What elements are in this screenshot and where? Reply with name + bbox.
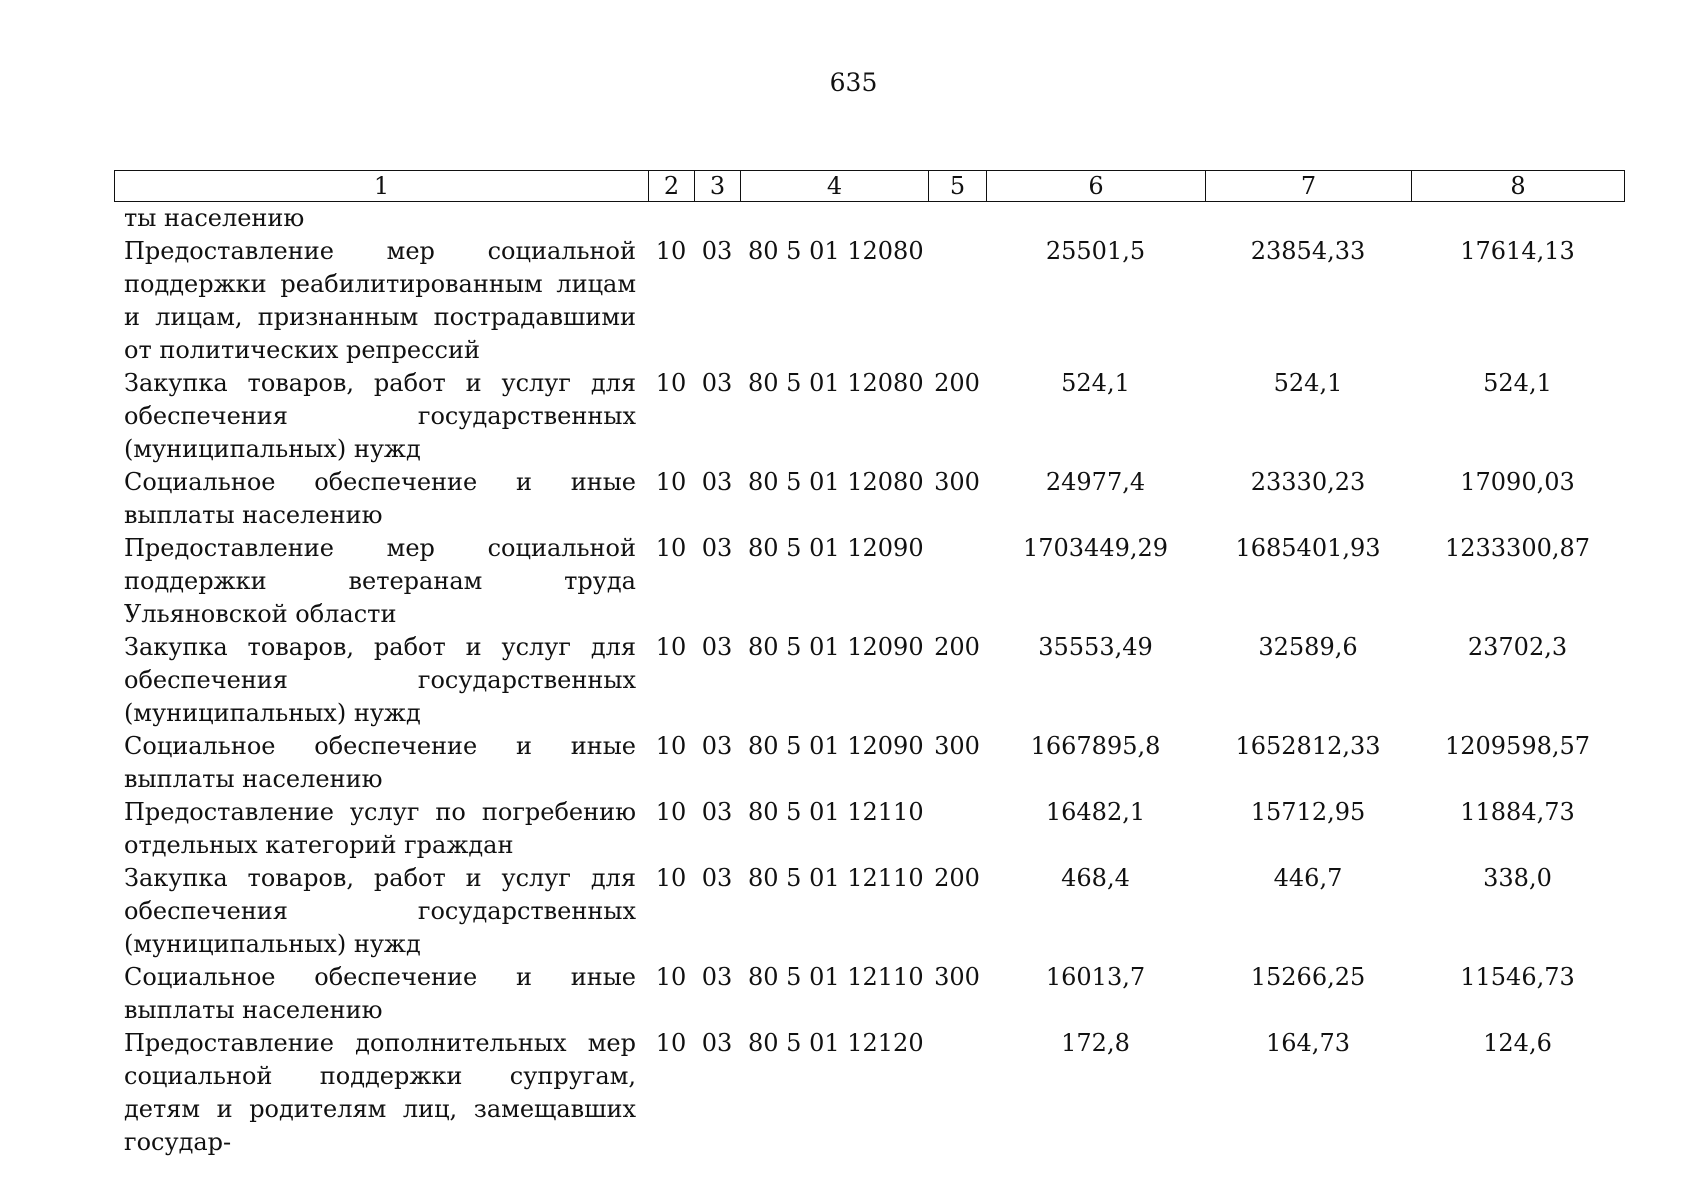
row-value-8: 17090,03 [1460,468,1575,496]
row-value-8: 1233300,87 [1444,534,1591,562]
row-expense-type [928,796,986,862]
row-target-article: 80 5 01 12090 [748,633,924,661]
row-value-6: 1703449,29 [1022,534,1169,562]
row-name: Закупка товаров, работ и услуг для обеспечения государственных (муниципальных) нужд [124,864,636,958]
row-value-7: 15266,25 [1250,963,1366,991]
row-subsection: 03 [701,864,733,892]
row-target-article: 80 5 01 12110 [748,864,924,892]
row-expense-type: 300 [934,963,980,991]
row-value-7: 1652812,33 [1235,732,1381,760]
row-subsection: 03 [701,1029,733,1057]
column-header-5: 5 [929,171,987,202]
row-name: Предоставление услуг по погребению отдельных категорий граждан [124,798,636,859]
row-section: 10 [655,963,687,991]
row-value-8: 11884,73 [1460,798,1575,826]
row-expense-type [928,532,986,631]
row-value-7: 1685401,93 [1235,534,1381,562]
row-value-6: 1667895,8 [1030,732,1161,760]
row-target-article: 80 5 01 12110 [748,963,924,991]
row-value-7: 32589,6 [1258,633,1358,661]
row-value-7: 164,73 [1266,1029,1350,1057]
row-section: 10 [655,1029,687,1057]
row-name: Социальное обеспечение и иные выплаты населению [124,963,636,1024]
row-target-article: 80 5 01 12090 [748,732,924,760]
row-value-8: 524,1 [1483,369,1552,397]
table-row [114,796,1624,862]
row-value-8: 124,6 [1483,1029,1552,1057]
row-value-6: 172,8 [1061,1029,1130,1057]
row-target-article: 80 5 01 12090 [748,534,924,562]
row-value-6: 16013,7 [1045,963,1146,991]
table-row [114,532,1624,631]
column-header-2: 2 [649,171,695,202]
row-expense-type: 200 [934,633,980,661]
column-header-7: 7 [1206,171,1412,202]
row-section: 10 [655,237,687,265]
table-row [114,631,1624,730]
row-value-6: 24977,4 [1045,468,1146,496]
budget-table [114,202,1624,1159]
table-row [114,1027,1624,1159]
page-number: 635 [829,68,878,97]
table-row [114,466,1624,532]
row-value-6: 16482,1 [1045,798,1146,826]
row-value-7: 524,1 [1273,369,1343,397]
table-row [114,730,1624,796]
row-subsection: 03 [701,534,733,562]
row-value-7: 446,7 [1273,864,1343,892]
row-section: 10 [655,468,687,496]
column-header-8: 8 [1412,171,1625,202]
row-section: 10 [655,369,687,397]
row-expense-type: 200 [934,369,980,397]
row-expense-type [928,235,986,367]
row-expense-type: 300 [934,732,980,760]
column-header-1: 1 [115,171,649,202]
row-name: Закупка товаров, работ и услуг для обеспечения государственных (муниципальных) нужд [124,369,636,463]
column-header-4: 4 [741,171,929,202]
row-subsection: 03 [701,468,733,496]
row-section: 10 [655,633,687,661]
column-header-6: 6 [987,171,1206,202]
row-expense-type [928,1027,986,1159]
row-subsection: 03 [701,237,733,265]
row-value-6: 25501,5 [1045,237,1146,265]
row-section: 10 [655,798,687,826]
row-target-article: 80 5 01 12080 [748,369,924,397]
row-name: Предоставление мер социальной поддержки ветеранам труда Ульяновской области [124,534,636,628]
row-value-8: 17614,13 [1460,237,1575,265]
row-value-6: 468,4 [1061,864,1130,892]
row-expense-type: 300 [934,468,980,496]
row-subsection: 03 [701,633,733,661]
table-row [114,862,1624,961]
column-header-row [114,170,1625,202]
row-value-8: 338,0 [1483,864,1552,892]
row-value-7: 15712,95 [1250,798,1366,826]
row-name: Закупка товаров, работ и услуг для обеспечения государственных (муниципальных) нужд [124,633,636,727]
row-target-article: 80 5 01 12080 [748,468,924,496]
row-target-article: 80 5 01 12110 [748,798,924,826]
row-target-article: 80 5 01 12080 [748,237,924,265]
row-name: Предоставление дополнительных мер социальной поддержки супругам, детям и родителям лиц, замещавших государ- [124,1029,636,1156]
row-value-8: 23702,3 [1467,633,1568,661]
table-row [114,367,1624,466]
row-name: Социальное обеспечение и иные выплаты населению [124,732,636,793]
row-value-7: 23330,23 [1250,468,1366,496]
row-section: 10 [655,864,687,892]
row-subsection: 03 [701,369,733,397]
table-row [114,235,1624,367]
row-value-8: 11546,73 [1460,963,1575,991]
row-subsection: 03 [701,798,733,826]
row-expense-type: 200 [934,864,980,892]
row-subsection: 03 [701,963,733,991]
row-value-6: 35553,49 [1038,633,1153,661]
row-name: Социальное обеспечение и иные выплаты населению [124,468,636,529]
continuation-text: ты населению [124,204,305,232]
row-section: 10 [655,534,687,562]
row-value-6: 524,1 [1061,369,1130,397]
column-header-3: 3 [695,171,741,202]
table-row [114,961,1624,1027]
continuation-row [114,202,1624,235]
row-value-8: 1209598,57 [1444,732,1591,760]
row-value-7: 23854,33 [1250,237,1366,265]
row-section: 10 [655,732,687,760]
row-target-article: 80 5 01 12120 [748,1029,924,1057]
row-name: Предоставление мер социальной поддержки реабилитированным лицам и лицам, признанным пострадавшими от политических репрессий [124,237,636,364]
row-subsection: 03 [701,732,733,760]
